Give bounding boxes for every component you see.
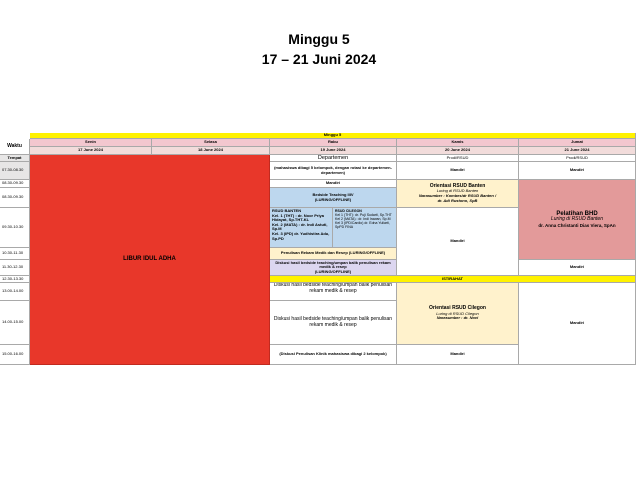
- day-rabu: Rabu: [270, 139, 397, 147]
- time-slot: 09.30-10.30: [0, 208, 30, 248]
- date-jumat: 21 June 2024: [519, 147, 636, 155]
- diskusi-mode: (LURING/OFFLINE): [314, 268, 352, 274]
- rabu-diskusi-penulisan: (Diskusi Penulisan Klinik mahasiswa dibagi 2 kelompok): [270, 345, 397, 365]
- bhd-title: Pelatihan BHD: [556, 210, 598, 217]
- date-range-title: 17 – 21 Juni 2024: [261, 51, 377, 67]
- time-slot: 11.30-12.30: [0, 260, 30, 276]
- week-banner: Minggu 5: [30, 133, 636, 139]
- rsud-cilegon-groups: [333, 208, 397, 248]
- day-senin: Senin: [30, 139, 152, 147]
- place-rabu: Departemen: [270, 155, 397, 162]
- bedside-mode: (LURING/OFFLINE): [314, 196, 352, 202]
- day-jumat: Jumat: [519, 139, 636, 147]
- day-selasa: Selasa: [152, 139, 270, 147]
- kamis-mandiri-2: Mandiri: [397, 208, 519, 276]
- banten-header: RSUD BANTEN: [272, 208, 302, 213]
- orientasi-banten-title: Orientasi RSUD Banten: [429, 182, 486, 189]
- banten-group: Kel. 2 (MATA) : dr. Indi Astuti, Sp.M: [272, 221, 328, 232]
- cilegon-group: Kel 3 (IPD/Cardio) dr. Edna Yuliarti, SpPD FINA: [335, 221, 390, 230]
- time-slot: 08.30-09.30: [0, 188, 30, 208]
- time-slot: 08.30-09.30: [0, 180, 30, 188]
- orientasi-cilegon-speaker: Narasumber : dr. Novi: [436, 315, 479, 321]
- bedside-title: Bedside Teaching IIIV: [312, 191, 354, 197]
- cilegon-group: Kel 1 (THT): dr. Puji Sudarti, Sp.THT: [335, 213, 392, 218]
- day-kamis: Kamis: [397, 139, 519, 147]
- kamis-mandiri: Mandiri: [397, 162, 519, 180]
- orientasi-cilegon-place: Luring di RSUD Cilegon: [436, 310, 479, 316]
- cilegon-group: Kel 2 (MATA) : dr. Indi Irawan, Sp.M: [335, 217, 391, 222]
- pelatihan-bhd: [519, 180, 636, 260]
- time-slot: 15.00-16.00: [0, 345, 30, 365]
- time-slot: 12.30-13.30: [0, 276, 30, 283]
- orientasi-banten-speaker-2: dr. Adi Rustono, SpB: [437, 197, 478, 203]
- date-selasa: 18 June 2024: [152, 147, 270, 155]
- rabu-diskusi-1: Diskusi hasil bedside teaching/umpan balik penulisan rekam medik & resep: [270, 283, 397, 301]
- cilegon-header: RSUD CILEGON: [335, 209, 362, 213]
- rabu-mandiri: Mandiri: [270, 180, 397, 188]
- rabu-diskusi-hasil: [270, 260, 397, 276]
- orientasi-banten-place: Luring di RSUD Banten: [436, 188, 479, 194]
- waktu-header: Waktu: [0, 139, 30, 155]
- bhd-speaker: dr. Anna Christanti Dias Viera, SpAn: [538, 223, 616, 229]
- diskusi-title: Diskusi hasil bedside teaching/umpan balik penulisan rekam medik & resep: [275, 260, 391, 270]
- tempat-label: Tempat: [0, 155, 30, 162]
- jumat-mandiri-2: Mandiri: [519, 260, 636, 276]
- jumat-mandiri: Mandiri: [519, 162, 636, 180]
- istirahat-bar: ISTIRAHAT: [270, 276, 636, 283]
- date-kamis: 20 June 2024: [397, 147, 519, 155]
- banten-group: Kel. 1 (THT) : dr. Noor Priya Hidayat, Sp.THT-KL: [272, 212, 325, 223]
- orientasi-rsud-banten: [397, 180, 519, 208]
- rabu-bedside-teaching: [270, 188, 397, 208]
- orientasi-banten-speaker: Narasumber : Kombes/dr RSUD Banten /: [418, 193, 497, 199]
- rabu-diskusi-2: Diskusi hasil bedside teaching/umpan balik penulisan rekam medik & resep: [270, 301, 397, 345]
- place-jumat: Prodi/RSUD: [519, 155, 636, 162]
- orientasi-cilegon-title: Orientasi RSUD Cilegon: [429, 305, 486, 312]
- time-slot: 14.00-15.00: [0, 301, 30, 345]
- date-rabu: 19 June 2024: [270, 147, 397, 155]
- time-slot: 13.00-14.00: [0, 283, 30, 301]
- date-senin: 17 June 2024: [30, 147, 152, 155]
- place-kamis: Prodi/RSUD: [397, 155, 519, 162]
- rsud-banten-groups: [270, 208, 333, 248]
- holiday-block: LIBUR IDUL ADHA: [30, 155, 270, 365]
- week-title: Minggu 5: [288, 31, 350, 47]
- orientasi-rsud-cilegon: [397, 283, 519, 345]
- time-slot: 10.30-11.30: [0, 248, 30, 260]
- jumat-mandiri-3: Mandiri: [519, 283, 636, 365]
- rabu-rotation-note: (mahasiswa dibagi 5 kelompok, dengan rotasi ke departemen-departemen): [270, 162, 397, 180]
- kamis-mandiri-3: Mandiri: [397, 345, 519, 365]
- time-slot: 07.30-08.30: [0, 162, 30, 180]
- banten-group: Kel. 3 (IPD) dr. Yudhistira Adu, Sp.PD: [272, 230, 330, 241]
- rabu-rekam-medik: Penulisan Rekam Medik dan Resep (LURING/OFFLINE): [270, 248, 397, 260]
- bhd-place: Luring di RSUD Banten: [551, 216, 603, 223]
